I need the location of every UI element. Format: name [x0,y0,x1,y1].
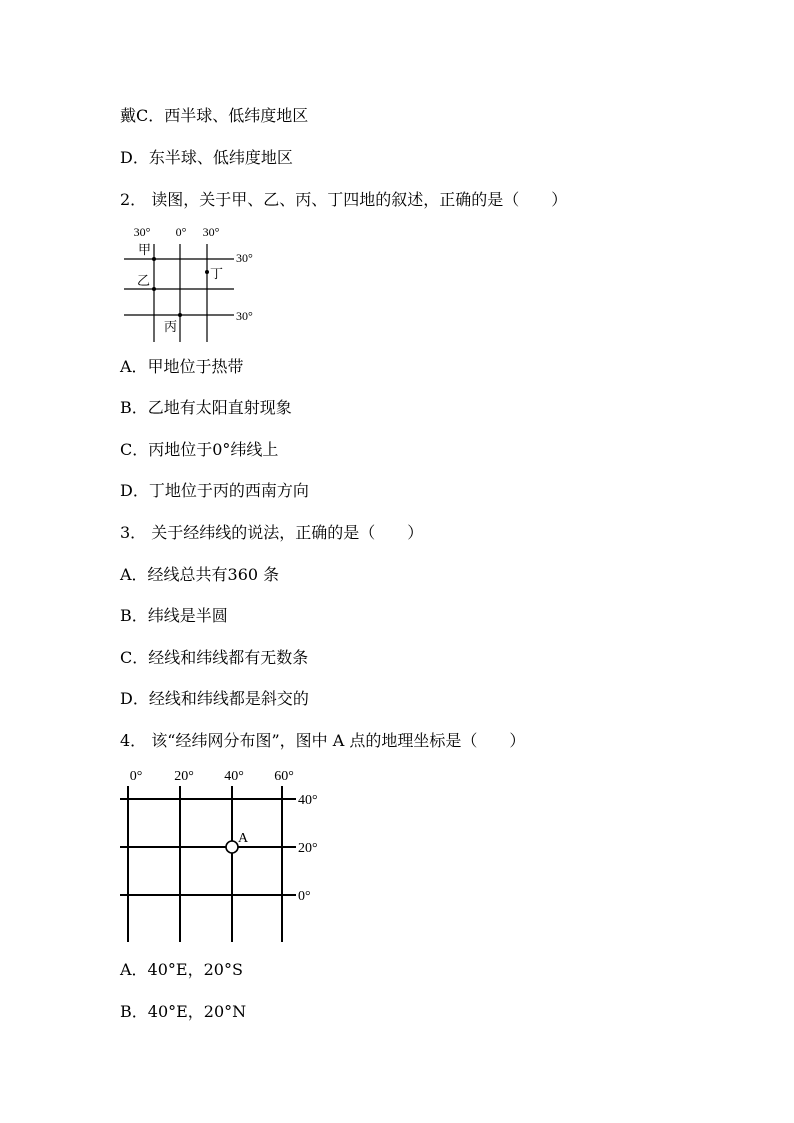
option-d-q1: D．东半球、低纬度地区 [120,148,293,167]
option-a-q4: A．40°E，20°S [120,960,243,979]
fig1-top-label-1: 30° [133,225,151,239]
option-d-q3: D．经线和纬线都是斜交的 [120,689,309,708]
option-a-q2: A．甲地位于热带 [120,357,244,376]
place-jia: 甲 [138,242,152,257]
fig2-top-label-3: 40° [224,769,244,784]
option-b-q3: B．纬线是半圆 [120,606,228,625]
fig2-right-label-2: 20° [298,841,318,856]
fig2-top-label-1: 0° [129,769,143,784]
place-yi: 乙 [137,273,151,288]
option-b-q4: B．40°E，20°N [120,1002,247,1021]
question-4: 4． 该“经纬网分布图”，图中 A 点的地理坐标是（ ） [120,731,526,750]
fig2-top-label-4: 60° [274,769,294,784]
fig1-top-label-3: 30° [202,225,220,239]
option-d-q2: D．丁地位于丙的西南方向 [120,481,309,500]
fig2-right-label-3: 0° [298,889,311,904]
option-a-q3: A．经线总共有360 条 [120,565,280,584]
figure-2-grid [118,764,338,944]
option-c-q3: C．经线和纬线都有无数条 [120,648,309,667]
fig2-top-label-2: 20° [174,769,194,784]
fig2-right-label-1: 40° [298,793,318,808]
fig1-right-label-2: 30° [236,309,253,323]
fig1-right-label-1: 30° [236,251,253,265]
option-b-q2: B．乙地有太阳直射现象 [120,398,292,417]
question-3: 3． 关于经纬线的说法，正确的是（ ） [120,523,424,542]
point-a-label: A [238,831,249,846]
figure-1-grid [122,222,262,346]
place-ding: 丁 [210,266,224,281]
option-c-q2: C．丙地位于0°纬线上 [120,440,279,459]
question-2: 2． 读图，关于甲、乙、丙、丁四地的叙述，正确的是（ ） [120,190,568,209]
option-c-q1: 戴C．西半球、低纬度地区 [120,106,309,125]
fig1-top-label-2: 0° [175,225,187,239]
place-bing: 丙 [164,319,178,334]
